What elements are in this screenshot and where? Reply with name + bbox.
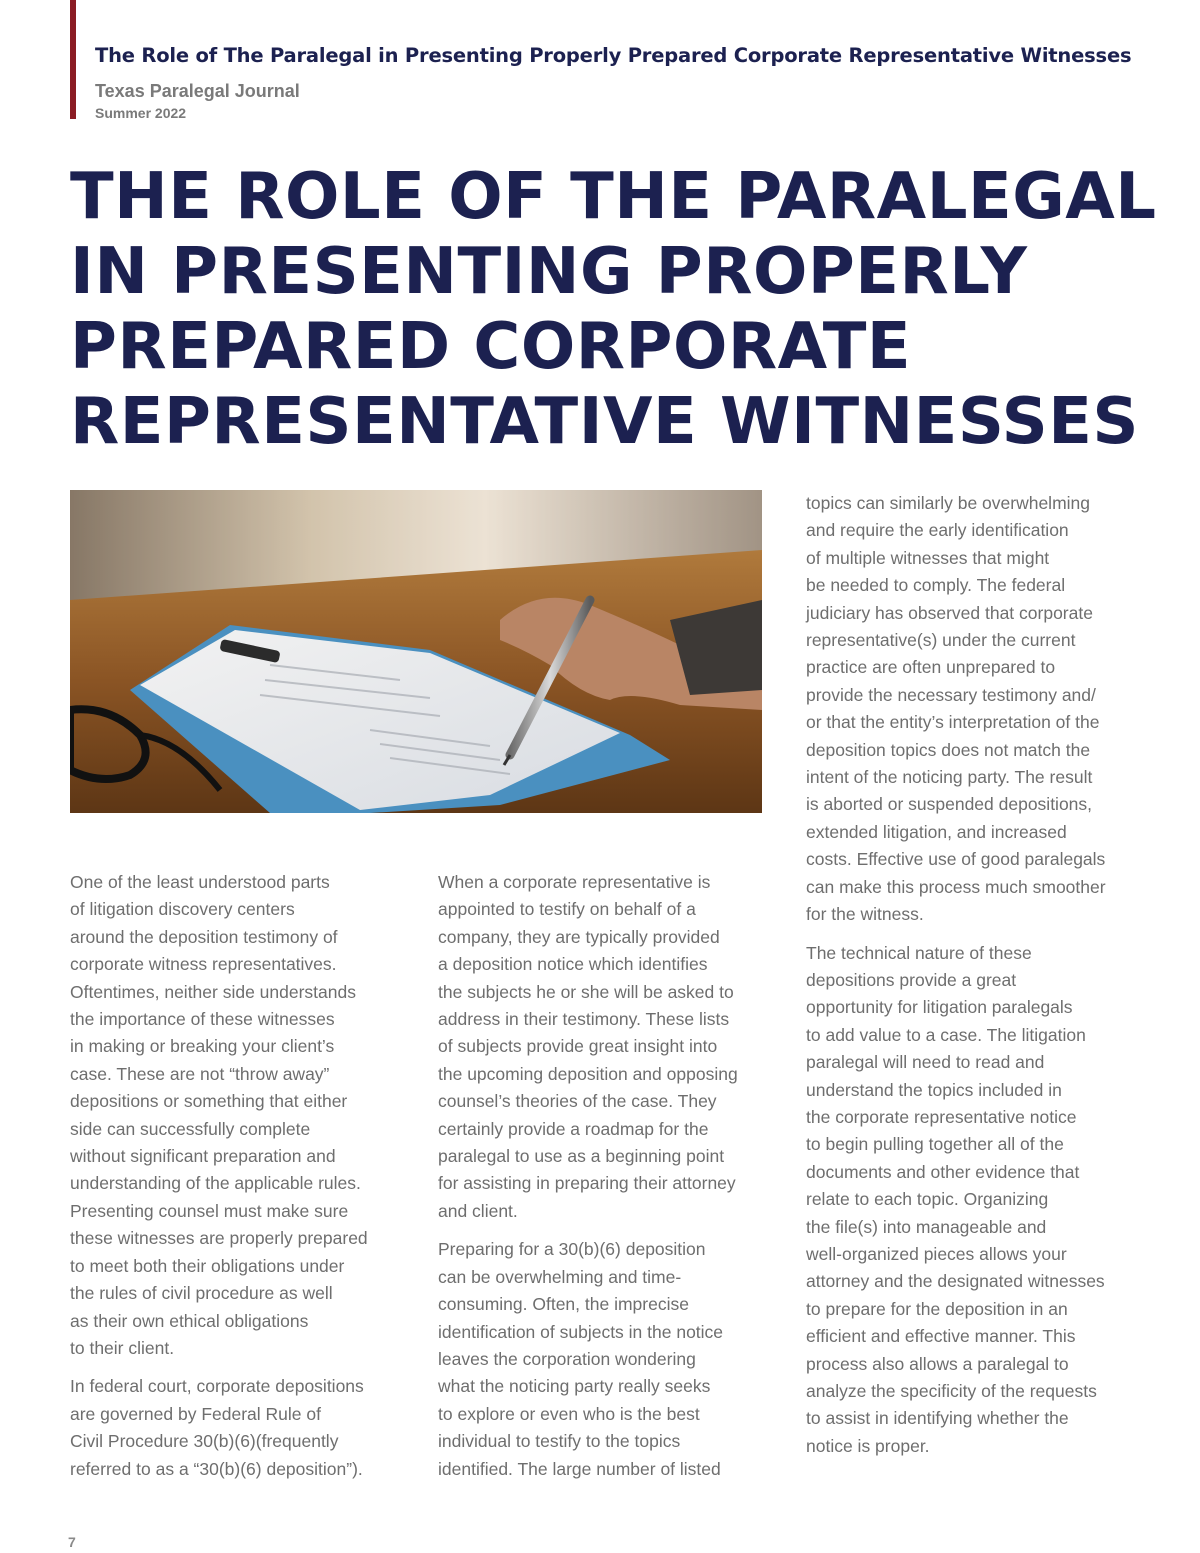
issue-date: Summer 2022 xyxy=(95,105,187,121)
text-line: to meet both their obligations under xyxy=(70,1255,345,1276)
text-line: opportunity for litigation paralegals xyxy=(806,997,1073,1018)
text-line: the rules of civil procedure as well xyxy=(70,1283,333,1304)
text-line: of subjects provide great insight into xyxy=(438,1036,718,1057)
text-line: to prepare for the deposition in an xyxy=(806,1298,1068,1319)
text-line: intent of the noticing party. The result xyxy=(806,767,1093,788)
text-line: the subjects he or she will be asked to xyxy=(438,981,734,1002)
text-line: counsel’s theories of the case. They xyxy=(438,1091,717,1112)
text-line: paralegal will need to read and xyxy=(806,1052,1045,1073)
text-line: or that the entity’s interpretation of the xyxy=(806,712,1100,733)
text-line: attorney and the designated witnesses xyxy=(806,1271,1105,1292)
article-title-line: REPRESENTATIVE WITNESSES xyxy=(70,385,1139,459)
text-line: for assisting in preparing their attorney xyxy=(438,1173,736,1194)
text-line: and client. xyxy=(438,1200,518,1221)
text-line: around the deposition testimony of xyxy=(70,926,338,947)
text-line: identification of subjects in the notice xyxy=(438,1321,724,1342)
text-line: efficient and effective manner. This xyxy=(806,1326,1076,1347)
text-line: depositions or something that either xyxy=(70,1091,348,1112)
text-line: company, they are typically provided xyxy=(438,926,720,947)
article-column-2 xyxy=(438,869,768,1494)
text-line: costs. Effective use of good paralegals xyxy=(806,849,1106,870)
text-line: referred to as a “30(b)(6) deposition”). xyxy=(70,1458,363,1479)
article-title-line: THE ROLE OF THE PARALEGAL xyxy=(70,160,1157,234)
journal-name: Texas Paralegal Journal xyxy=(95,81,300,101)
text-line: Oftentimes, neither side understands xyxy=(70,981,356,1002)
text-line: side can successfully complete xyxy=(70,1118,311,1139)
text-line: the upcoming deposition and opposing xyxy=(438,1063,738,1084)
text-line: to begin pulling together all of the xyxy=(806,1134,1064,1155)
text-line: consuming. Often, the imprecise xyxy=(438,1294,689,1315)
text-line: Civil Procedure 30(b)(6)(frequently xyxy=(70,1431,339,1452)
text-line: in making or breaking your client’s xyxy=(70,1036,335,1057)
text-line: One of the least understood parts xyxy=(70,872,330,892)
paragraph xyxy=(806,490,1136,929)
text-line: be needed to comply. The federal xyxy=(806,575,1066,596)
article-column-1 xyxy=(70,869,400,1494)
paragraph xyxy=(70,1373,400,1483)
text-line: documents and other evidence that xyxy=(806,1161,1080,1182)
text-line: is aborted or suspended depositions, xyxy=(806,794,1093,815)
text-line: without significant preparation and xyxy=(70,1146,336,1167)
text-line: Presenting counsel must make sure xyxy=(70,1200,349,1221)
text-line: are governed by Federal Rule of xyxy=(70,1403,321,1424)
text-line: certainly provide a roadmap for the xyxy=(438,1118,709,1139)
text-line: analyze the specificity of the requests xyxy=(806,1381,1097,1401)
article-title-line: PREPARED CORPORATE xyxy=(70,310,912,384)
article-title-line: IN PRESENTING PROPERLY xyxy=(70,235,1028,309)
running-header-title: The Role of The Paralegal in Presenting Properly Prepared Corporate Representative Witnesses xyxy=(95,44,1132,67)
article-column-3 xyxy=(806,490,1136,1471)
text-line: provide the necessary testimony and/ xyxy=(806,684,1096,705)
text-line: can make this process much smoother xyxy=(806,876,1106,897)
article-title xyxy=(70,160,1180,460)
article-photo xyxy=(70,490,762,813)
text-line: depositions provide a great xyxy=(806,969,1017,990)
text-line: Preparing for a 30(b)(6) deposition xyxy=(438,1239,706,1260)
text-line: deposition topics does not match the xyxy=(806,739,1091,760)
paragraph xyxy=(806,940,1136,1461)
text-line: corporate witness representatives. xyxy=(70,954,337,975)
running-header xyxy=(95,44,1185,121)
text-line: to assist in identifying whether the xyxy=(806,1408,1069,1429)
text-line: extended litigation, and increased xyxy=(806,821,1067,842)
text-line: The technical nature of these xyxy=(806,942,1032,963)
text-line: the importance of these witnesses xyxy=(70,1009,335,1030)
text-line: can be overwhelming and time- xyxy=(438,1266,682,1287)
paragraph xyxy=(438,869,768,1225)
text-line: for the witness. xyxy=(806,904,924,925)
text-line: paralegal to use as a beginning point xyxy=(438,1146,725,1167)
text-line: notice is proper. xyxy=(806,1435,930,1456)
text-line: as their own ethical obligations xyxy=(70,1310,309,1331)
text-line: relate to each topic. Organizing xyxy=(806,1189,1049,1210)
text-line: to add value to a case. The litigation xyxy=(806,1024,1086,1045)
text-line: understand the topics included in xyxy=(806,1079,1062,1100)
text-line: of litigation discovery centers xyxy=(70,899,295,920)
text-line: understanding of the applicable rules. xyxy=(70,1173,361,1194)
text-line: to their client. xyxy=(70,1337,175,1358)
page-number: 7 xyxy=(68,1534,76,1550)
text-line: topics can similarly be overwhelming xyxy=(806,493,1090,513)
text-line: well-organized pieces allows your xyxy=(806,1243,1067,1264)
text-line: and require the early identification xyxy=(806,520,1069,541)
text-line: the file(s) into manageable and xyxy=(806,1216,1047,1237)
text-line: identified. The large number of listed xyxy=(438,1458,721,1479)
text-line: address in their testimony. These lists xyxy=(438,1009,730,1030)
header-accent-bar xyxy=(70,0,76,119)
text-line: When a corporate representative is xyxy=(438,872,711,892)
paragraph xyxy=(70,869,400,1362)
text-line: what the noticing party really seeks xyxy=(438,1376,711,1397)
text-line: representative(s) under the current xyxy=(806,630,1076,651)
text-line: leaves the corporation wondering xyxy=(438,1348,696,1369)
text-line: process also allows a paralegal to xyxy=(806,1353,1069,1374)
text-line: a deposition notice which identifies xyxy=(438,954,708,975)
text-line: to explore or even who is the best xyxy=(438,1403,700,1424)
text-line: case. These are not “throw away” xyxy=(70,1063,330,1084)
text-line: these witnesses are properly prepared xyxy=(70,1228,368,1249)
text-line: of multiple witnesses that might xyxy=(806,547,1050,568)
text-line: judiciary has observed that corporate xyxy=(806,602,1093,623)
text-line: In federal court, corporate depositions xyxy=(70,1376,364,1397)
text-line: practice are often unprepared to xyxy=(806,657,1056,678)
text-line: individual to testify to the topics xyxy=(438,1431,681,1452)
text-line: the corporate representative notice xyxy=(806,1106,1077,1127)
text-line: appointed to testify on behalf of a xyxy=(438,899,696,920)
paragraph xyxy=(438,1236,768,1483)
